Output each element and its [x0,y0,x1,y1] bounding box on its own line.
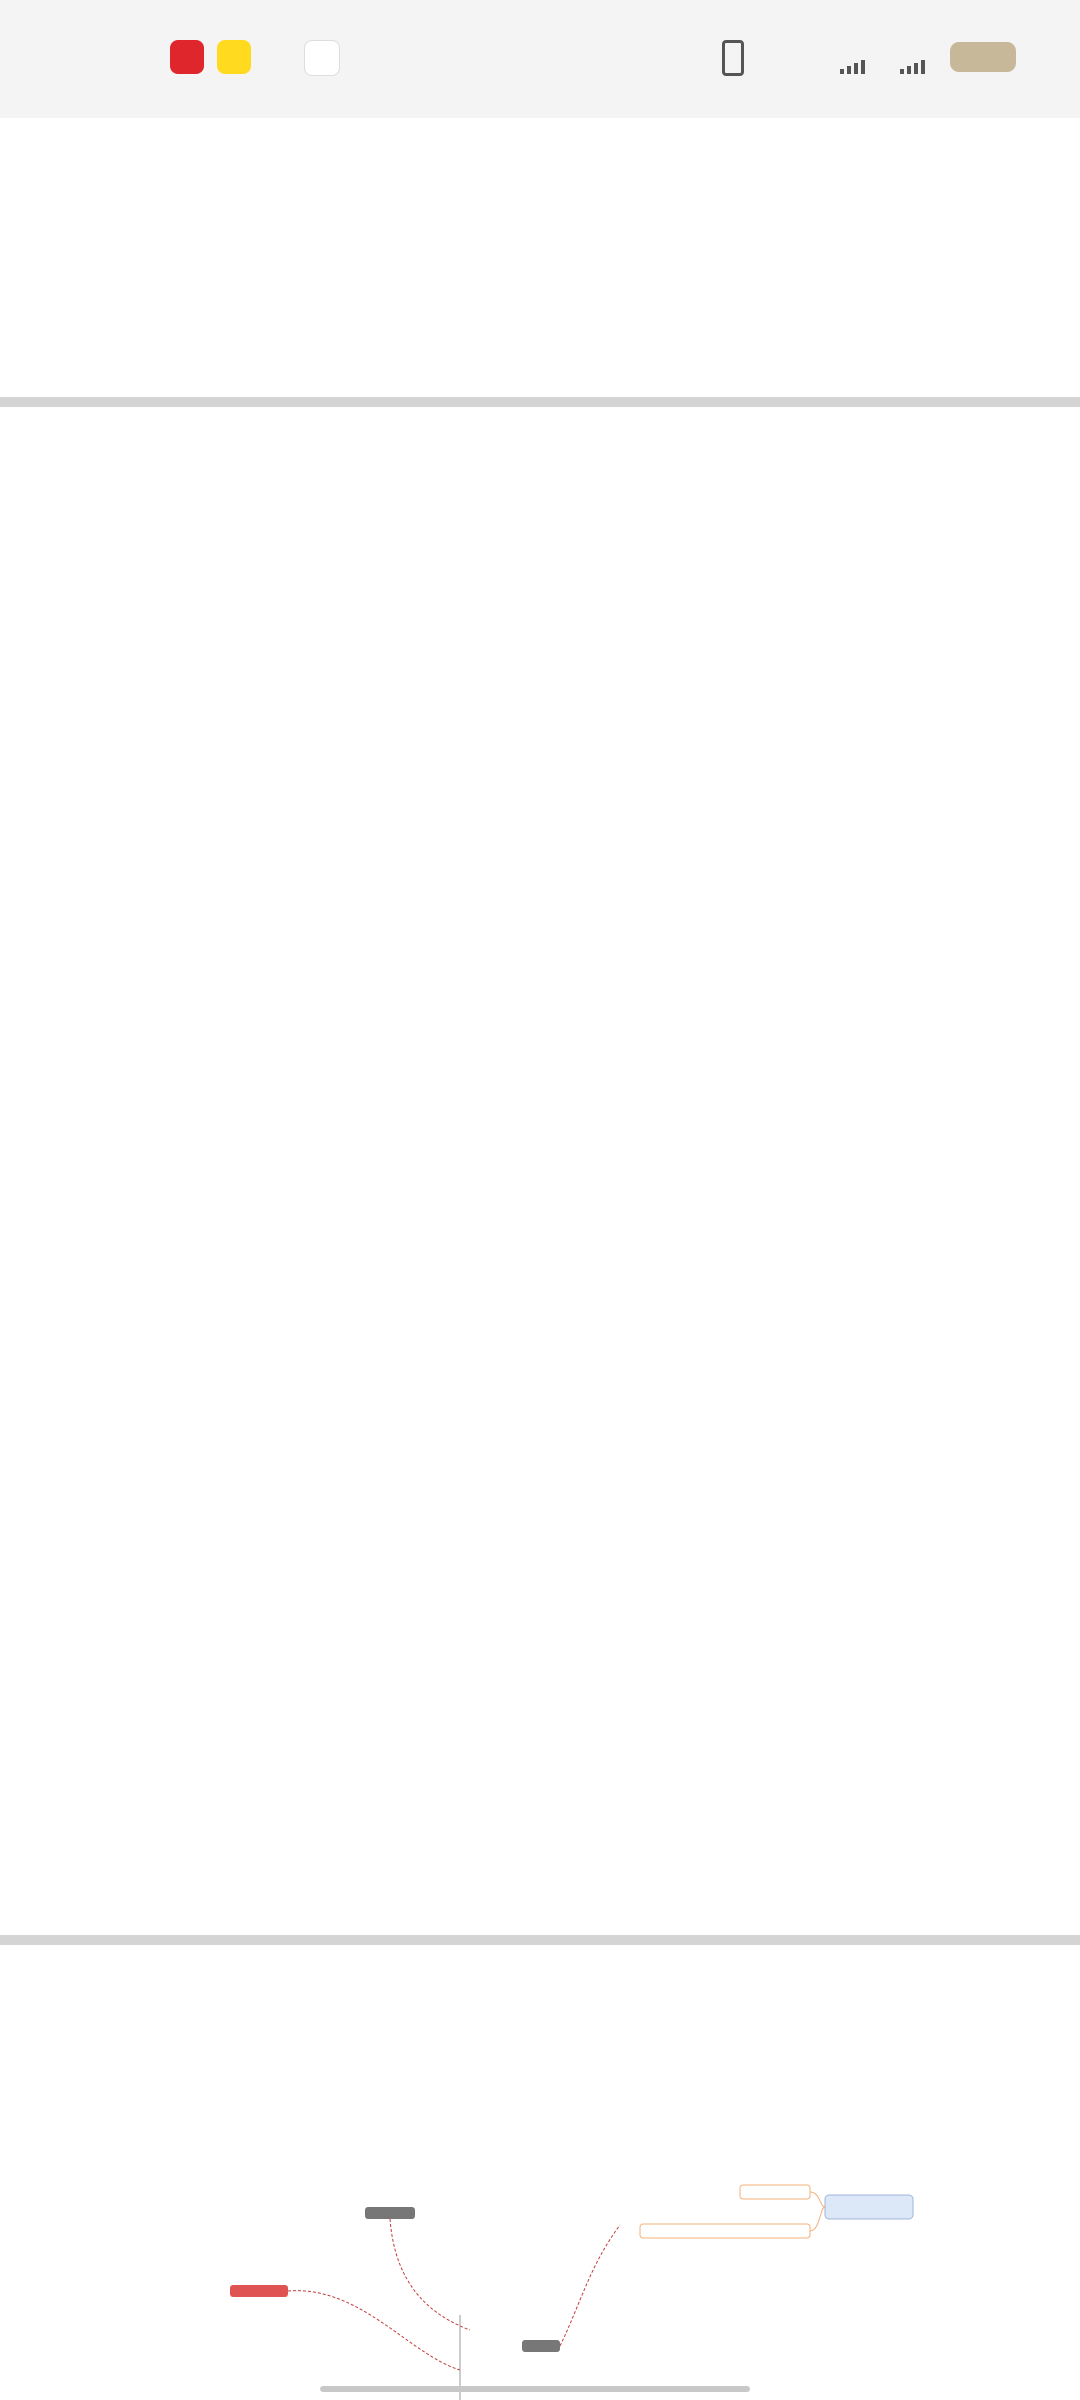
sim2-signal-icon [900,58,940,74]
mindmap-node-test-process [522,2340,560,2352]
page-separator [0,1935,1080,1945]
vibrate-icon [722,40,744,76]
self-intro-mindmap [160,2165,920,2400]
hotspot-icon [262,40,296,74]
mindmap-node-work [740,2185,810,2199]
xianyu-app-icon [217,40,251,74]
section-heading [163,2080,183,2115]
app-notification-icon [304,40,340,76]
mindmap-node-interview [230,2285,288,2297]
mindmap-node-project [365,2207,415,2219]
horizontal-scroll-thumb[interactable] [320,2386,750,2392]
taobao-app-icon [170,40,204,74]
mindmap-node-personal [640,2224,810,2238]
battery-indicator [950,42,1016,72]
sim1-signal-icon [840,58,880,74]
mindmap-central-node [825,2195,913,2219]
page-separator [0,397,1080,407]
status-bar [0,0,1080,118]
